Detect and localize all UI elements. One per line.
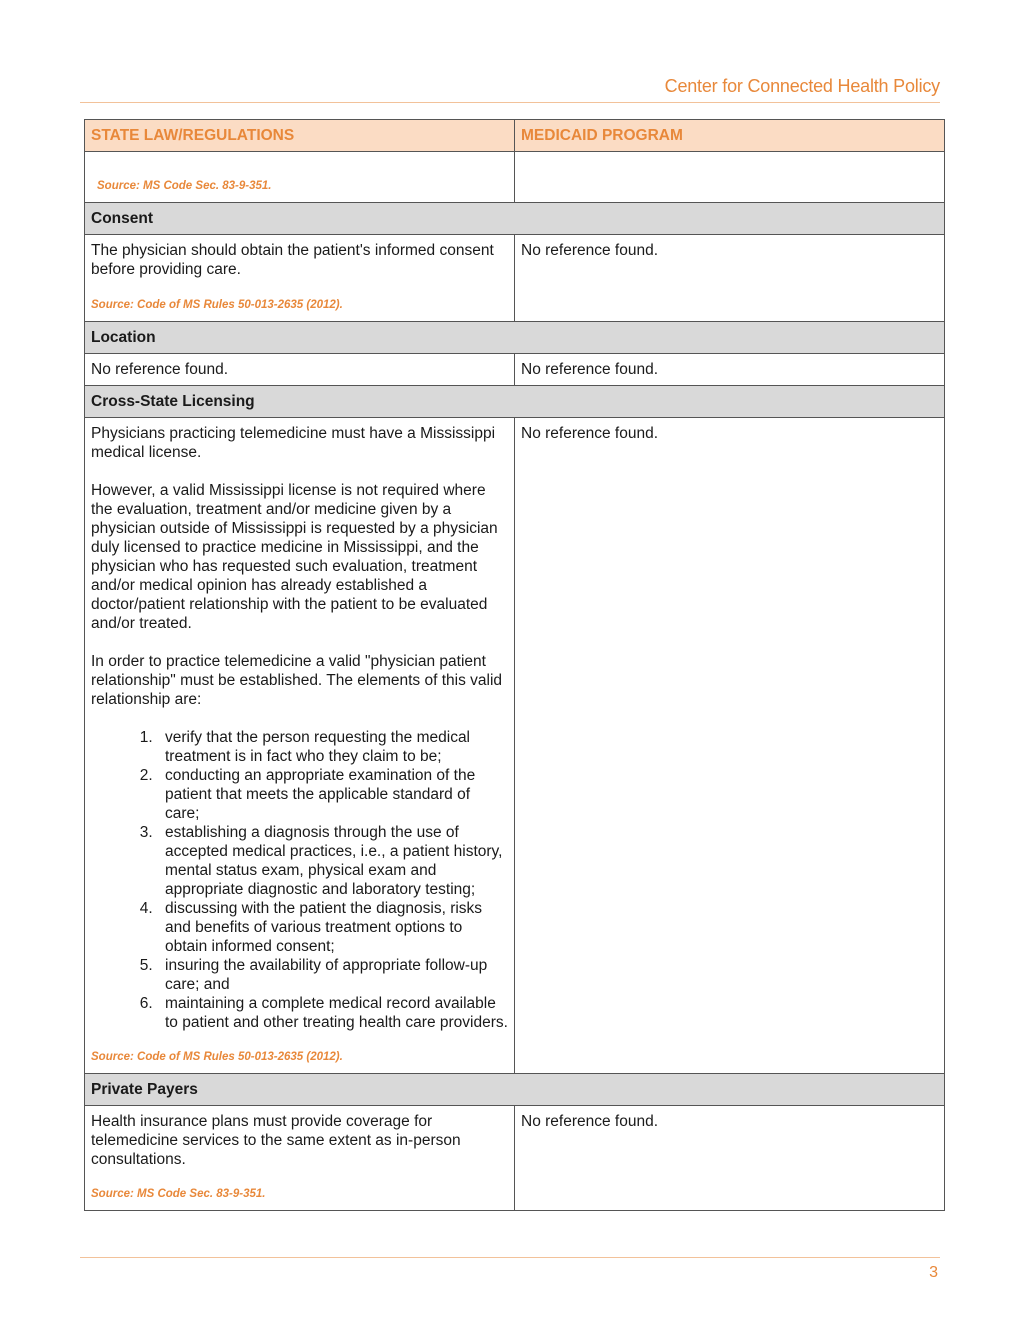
consent-law-text: The physician should obtain the patient's informed consent before providing care. [91,242,494,278]
intro-source: Source: MS Code Sec. 83-9-351. [97,180,272,192]
table-row-consent [85,235,945,322]
section-title-consent: Consent [85,203,945,235]
consent-medicaid-cell [515,235,945,322]
location-law-text: No reference found. [91,361,229,378]
consent-medicaid-text: No reference found. [521,242,659,259]
column-header-state-law: STATE LAW/REGULATIONS [85,120,515,152]
private-payers-medicaid-cell [515,1106,945,1211]
footer-divider [80,1257,940,1258]
section-row-location [85,322,945,354]
list-item: 6. maintaining a complete medical record available to patient and other treating health care providers. [157,994,508,1032]
column-header-medicaid: MEDICAID PROGRAM [515,120,945,152]
section-row-consent [85,203,945,235]
private-payers-source: Source: MS Code Sec. 83-9-351. [91,1188,266,1200]
licensing-source: Source: Code of MS Rules 50-013-2635 (2012). [91,1051,343,1063]
private-payers-law-text: Health insurance plans must provide coverage for telemedicine services to the same extent as in-person consultations. [91,1113,461,1168]
licensing-medicaid-cell [515,418,945,1074]
private-payers-medicaid-text: No reference found. [521,1113,659,1130]
licensing-law-cell [85,418,515,1074]
section-title-licensing: Cross-State Licensing [85,386,945,418]
list-item: 4. discussing with the patient the diagnosis, risks and benefits of various treatment options to obtain informed consent; [157,899,508,956]
location-medicaid-text: No reference found. [521,361,659,378]
licensing-paragraph-1: Physicians practicing telemedicine must have a Mississippi medical license. [91,425,496,461]
page-number: 3 [929,1264,938,1281]
policy-table [84,119,945,1211]
page-header-title: Center for Connected Health Policy [664,76,940,96]
intro-law-cell [85,152,515,203]
list-item: 3. establishing a diagnosis through the use of accepted medical practices, i.e., a patient history, mental status exam, physical exam and appropriate diagnostic and laboratory testing; [157,823,508,899]
consent-law-cell [85,235,515,322]
location-law-cell [85,354,515,386]
licensing-paragraph-2: However, a valid Mississippi license is not required where the evaluation, treatment and/or medicine given by a physician outside of Mississippi is requested by a physician duly licensed to practice medicine in Mississippi, and the physician who has requested such evaluation, treatment and/or medical opinion has already established a doctor/patient relationship with the patient to be evaluated and/or treated. [91,482,498,632]
list-item: 5. insuring the availability of appropriate follow-up care; and [157,956,508,994]
licensing-medicaid-text: No reference found. [521,425,659,442]
location-medicaid-cell [515,354,945,386]
table-row-intro [85,152,945,203]
relationship-elements-list [91,728,508,1032]
header-divider [80,102,940,103]
section-title-location: Location [85,322,945,354]
table-row-private-payers [85,1106,945,1211]
private-payers-law-cell [85,1106,515,1211]
list-item: 2. conducting an appropriate examination of the patient that meets the applicable standard of care; [157,766,508,823]
section-title-private-payers: Private Payers [85,1074,945,1106]
table-header-row [85,120,945,152]
list-item: 1. verify that the person requesting the medical treatment is in fact who they claim to be; [157,728,508,766]
table-row-licensing [85,418,945,1074]
intro-medicaid-cell [515,152,945,203]
section-row-private-payers [85,1074,945,1106]
section-row-licensing [85,386,945,418]
licensing-paragraph-3: In order to practice telemedicine a valid "physician patient relationship" must be established. The elements of this valid relationship are: [91,653,503,708]
consent-source: Source: Code of MS Rules 50-013-2635 (2012). [91,299,343,311]
table-row-location [85,354,945,386]
